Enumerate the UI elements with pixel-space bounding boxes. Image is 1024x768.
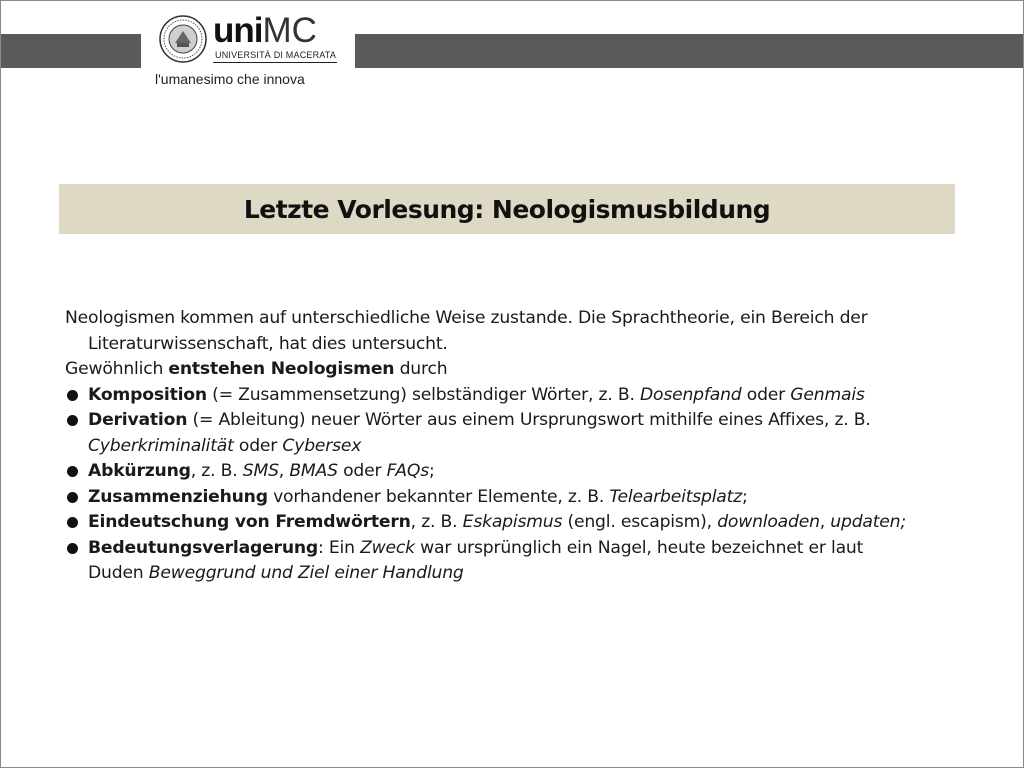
bullet-icon <box>67 543 78 554</box>
university-name: UNIVERSITÀ DI MACERATA <box>215 50 337 60</box>
intro-line-3: Gewöhnlich entstehen Neologismen durch <box>65 359 448 379</box>
bullet-icon <box>67 466 78 477</box>
bullet-icon <box>67 390 78 401</box>
header-band-right <box>355 34 1023 68</box>
bullet-icon <box>67 415 78 426</box>
bullet-icon <box>67 492 78 503</box>
bullet-icon <box>67 517 78 528</box>
intro-line-1: Neologismen kommen auf unterschiedliche Weise zustande. Die Sprachtheorie, ein Bereich der <box>65 308 868 328</box>
brand-name <box>213 13 317 49</box>
brand-bold: uni <box>213 11 263 50</box>
university-seal-icon <box>159 15 207 63</box>
list-item: Zusammenziehung vorhandener bekannter Elemente, z. B. Telearbeitsplatz; <box>65 485 965 511</box>
list-item: Abkürzung, z. B. SMS, BMAS oder FAQs; <box>65 459 965 485</box>
list-item: Komposition (= Zusammensetzung) selbständiger Wörter, z. B. Dosenpfand oder Genmais <box>65 383 965 409</box>
intro-line-2: Literaturwissenschaft, hat dies untersucht. <box>88 333 448 354</box>
header-band-left <box>1 34 141 68</box>
slide-content <box>65 306 965 587</box>
title-bar <box>59 184 955 234</box>
list-item: Bedeutungsverlagerung: Ein Zweck war ursprünglich ein Nagel, heute bezeichnet er laut Duden Beweggrund und Ziel einer Handlung <box>65 536 965 587</box>
slide-title: Letzte Vorlesung: Neologismusbildung <box>243 194 771 224</box>
list-item: Eindeutschung von Fremdwörtern, z. B. Eskapismus (engl. escapism), downloaden, updaten; <box>65 510 965 536</box>
tagline: l'umanesimo che innova <box>155 71 305 87</box>
brand-light: MC <box>262 11 317 50</box>
list-item: Derivation (= Ableitung) neuer Wörter aus einem Ursprungswort mithilfe eines Affixes, z. B. Cyberkriminalität oder Cybersex <box>65 408 965 459</box>
logo-divider <box>213 62 337 63</box>
university-logo <box>149 7 349 91</box>
